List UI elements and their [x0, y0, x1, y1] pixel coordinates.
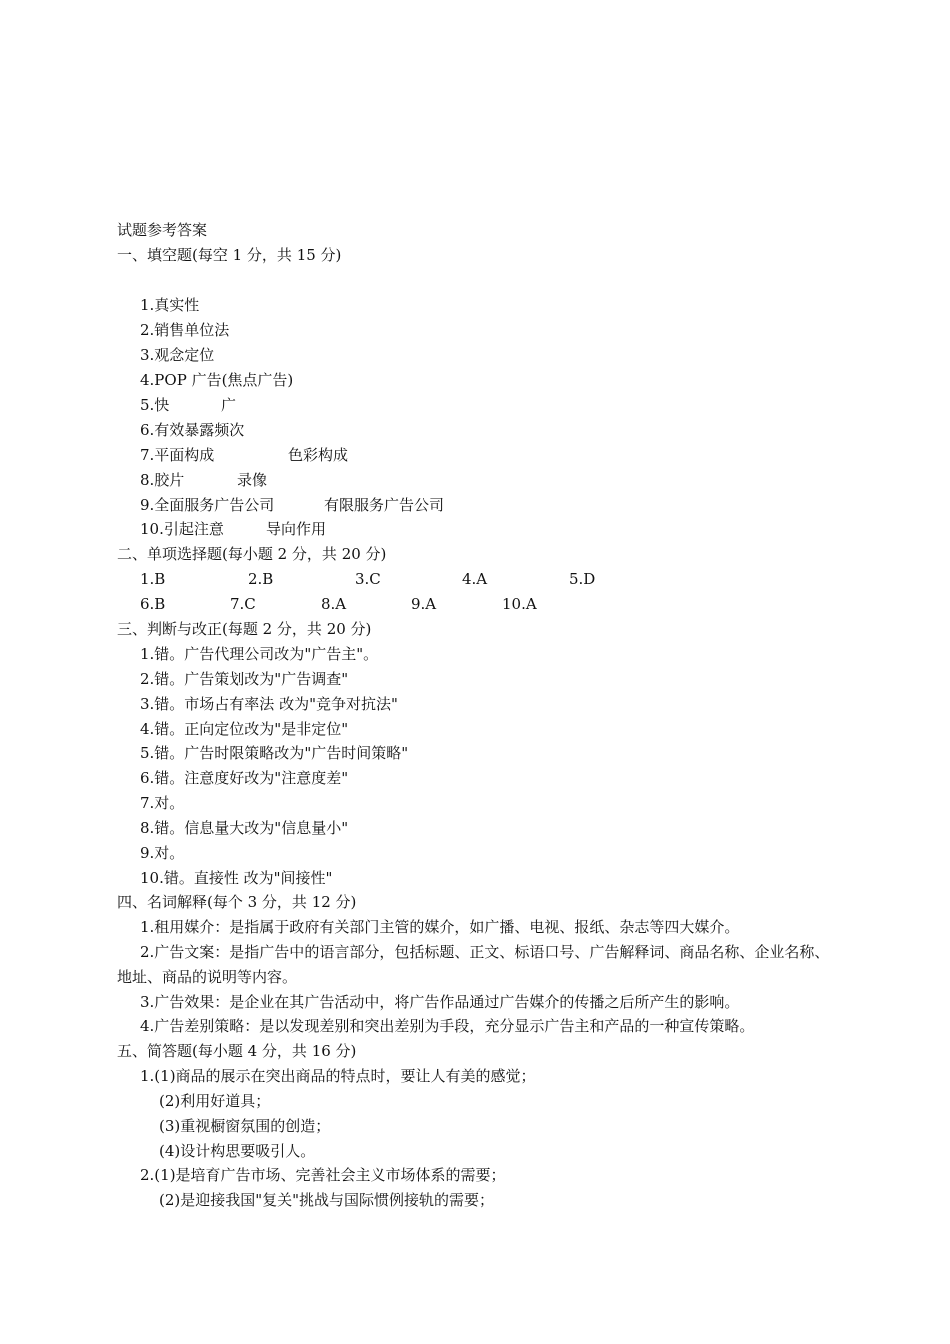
choice-answer: 10.A: [502, 595, 537, 613]
fill-answer-4: 4.POP 广告(焦点广告): [140, 371, 294, 389]
fill-answer-3: 3.观念定位: [140, 346, 215, 364]
fill-answer-9-second: 有限服务广告公司: [324, 496, 445, 514]
judge-answer-3: 3.错。市场占有率法 改为"竞争对抗法": [140, 695, 398, 713]
section-5-heading: 五、简答题(每小题 4 分，共 16 分): [117, 1042, 357, 1060]
judge-answer-10: 10.错。直接性 改为"间接性": [140, 869, 333, 887]
section-2-heading: 二、单项选择题(每小题 2 分，共 20 分): [117, 545, 387, 563]
choice-answer: 5.D: [569, 570, 596, 588]
short-answer-1-line-1: 1.(1)商品的展示在突出商品的特点时，要让人有美的感觉；: [140, 1067, 536, 1085]
fill-answer-8: 8.胶片: [140, 471, 185, 489]
choice-answer: 8.A: [321, 595, 347, 613]
fill-answer-7-second: 色彩构成: [288, 446, 349, 464]
judge-answer-8: 8.错。信息量大改为"信息量小": [140, 819, 349, 837]
judge-answer-5: 5.错。广告时限策略改为"广告时间策略": [140, 744, 409, 762]
judge-answer-1: 1.错。广告代理公司改为"广告主"。: [140, 645, 379, 663]
fill-answer-10: 10.引起注意: [140, 520, 224, 538]
fill-answer-7: 7.平面构成: [140, 446, 215, 464]
choice-answer: 2.B: [248, 570, 274, 588]
document-title: 试题参考答案: [117, 221, 208, 239]
short-answer-2-line-2: (2)是迎接我国"复关"挑战与国际惯例接轨的需要；: [159, 1191, 495, 1209]
fill-answer-1: 1.真实性: [140, 296, 200, 314]
fill-answer-10-second: 导向作用: [266, 520, 327, 538]
term-answer-1: 1.租用媒介：是指属于政府有关部门主管的媒介，如广播、电视、报纸、杂志等四大媒介。: [140, 918, 740, 936]
section-1-heading: 一、填空题(每空 1 分，共 15 分): [117, 246, 342, 264]
choice-answer: 1.B: [140, 570, 166, 588]
term-answer-4: 4.广告差别策略：是以发现差别和突出差别为手段，充分显示广告主和产品的一种宣传策略。: [140, 1017, 755, 1035]
fill-answer-5: 5.快: [140, 396, 170, 414]
fill-answer-6: 6.有效暴露频次: [140, 421, 245, 439]
short-answer-1-line-3: (3)重视橱窗氛围的创造；: [159, 1117, 331, 1135]
judge-answer-2: 2.错。广告策划改为"广告调查": [140, 670, 349, 688]
short-answer-1-line-4: (4)设计构思要吸引人。: [159, 1142, 316, 1160]
short-answer-1-line-2: (2)利用好道具；: [159, 1092, 271, 1110]
judge-answer-4: 4.错。正向定位改为"是非定位": [140, 720, 349, 738]
fill-answer-2: 2.销售单位法: [140, 321, 230, 339]
short-answer-2-line-1: 2.(1)是培育广告市场、完善社会主义市场体系的需要；: [140, 1166, 506, 1184]
choice-answer: 3.C: [355, 570, 381, 588]
choice-answer: 4.A: [462, 570, 488, 588]
choice-answer: 7.C: [230, 595, 256, 613]
term-answer-2: 2.广告文案：是指广告中的语言部分，包括标题、正文、标语口号、广告解释词、商品名称、企业名称、: [140, 943, 830, 961]
judge-answer-7: 7.对。: [140, 794, 185, 812]
fill-answer-5-second: 广: [221, 396, 237, 414]
fill-answer-9: 9.全面服务广告公司: [140, 496, 275, 514]
choice-answer: 9.A: [411, 595, 437, 613]
term-answer-2-continued: 地址、商品的说明等内容。: [117, 968, 298, 986]
fill-answer-8-second: 录像: [237, 471, 268, 489]
judge-answer-9: 9.对。: [140, 844, 185, 862]
section-3-heading: 三、判断与改正(每题 2 分，共 20 分): [117, 620, 372, 638]
section-4-heading: 四、名词解释(每个 3 分，共 12 分): [117, 893, 357, 911]
choice-answer: 6.B: [140, 595, 166, 613]
term-answer-3: 3.广告效果：是企业在其广告活动中，将广告作品通过广告媒介的传播之后所产生的影响。: [140, 993, 740, 1011]
judge-answer-6: 6.错。注意度好改为"注意度差": [140, 769, 349, 787]
